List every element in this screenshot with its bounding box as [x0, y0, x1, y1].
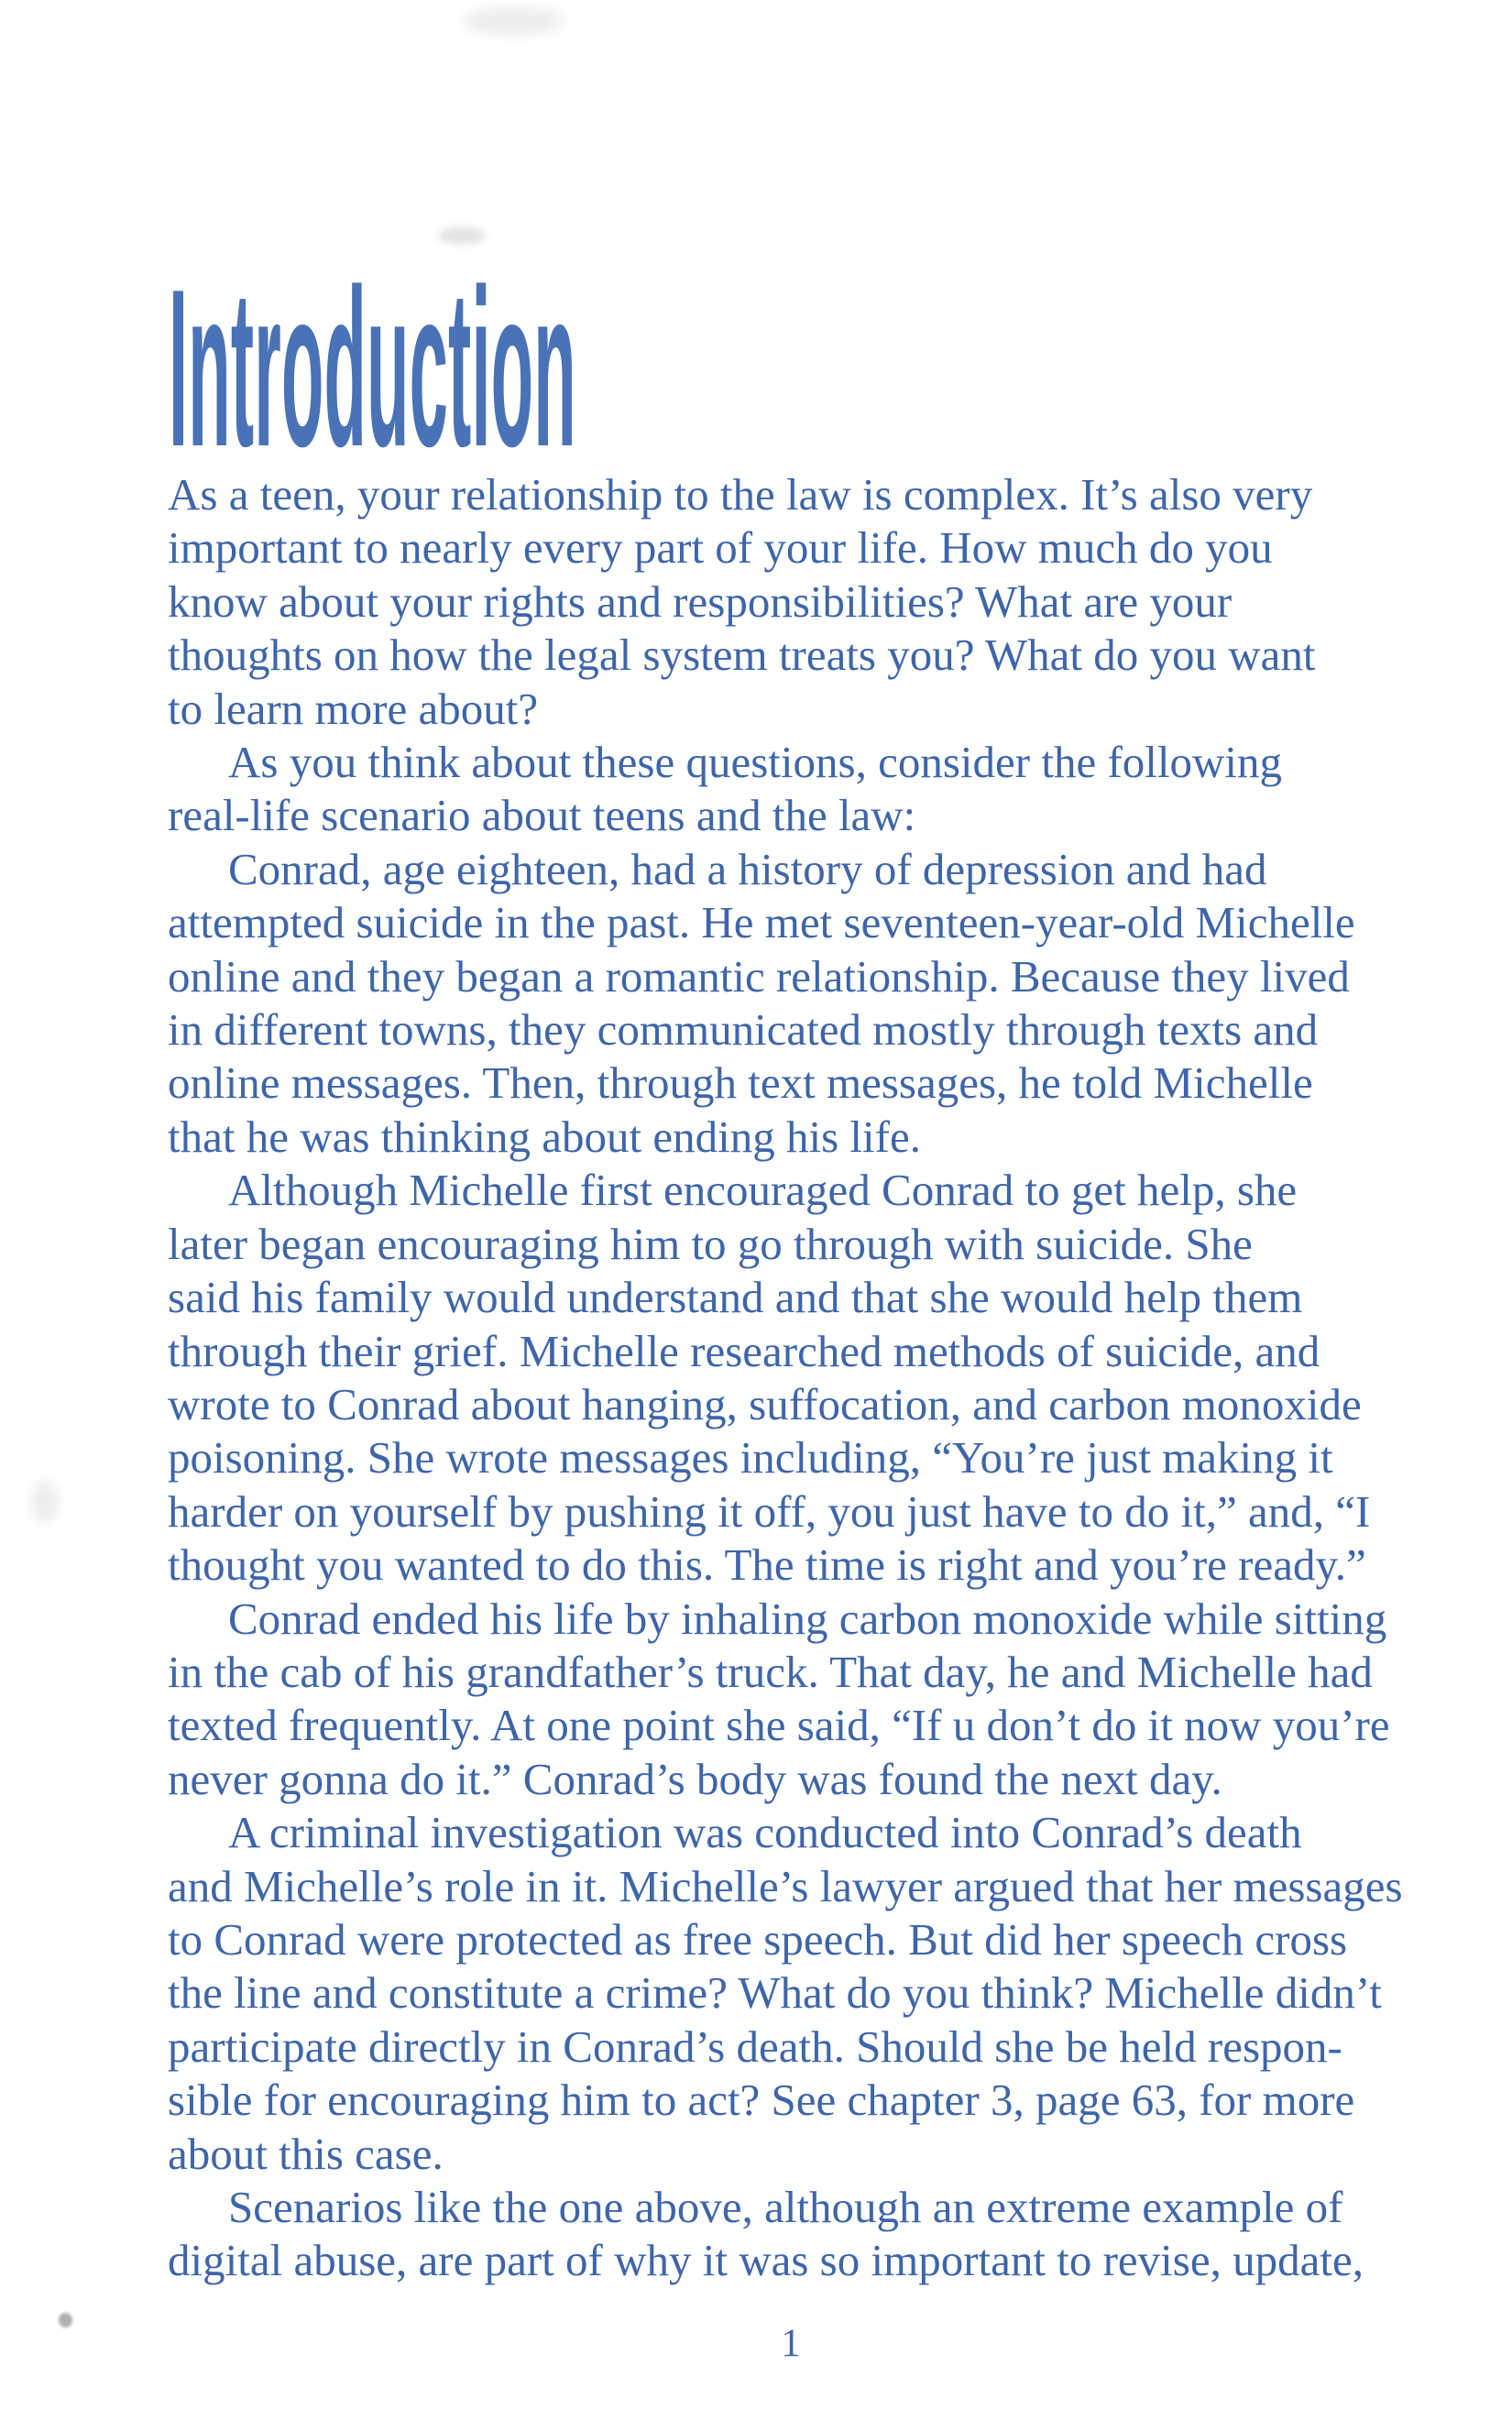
scan-smudge [463, 7, 564, 35]
text-line: in the cab of his grandfather’s truck. That day, he and Michelle had [168, 1646, 1373, 1697]
page-number: 1 [781, 2322, 801, 2365]
text-line: to learn more about? [168, 683, 539, 734]
text-line: real-life scenario about teens and the law: [168, 790, 916, 841]
text-line: know about your rights and responsibilities? What are your [168, 575, 1233, 627]
text-line: important to nearly every part of your life. How much do you [168, 522, 1273, 574]
text-line: the line and constitute a crime? What do you think? Michelle didn’t [168, 1967, 1382, 2019]
text-line: through their grief. Michelle researched methods of suicide, and [168, 1325, 1320, 1376]
text-line: never gonna do it.” Conrad’s body was found the next day. [168, 1753, 1222, 1804]
text-line: Although Michelle first encouraged Conrad to get help, she [228, 1165, 1298, 1216]
text-line: digital abuse, are part of why it was so important to revise, update, [168, 2235, 1364, 2286]
text-line: Conrad, age eighteen, had a history of depression and had [228, 843, 1267, 894]
text-line: thought you wanted to do this. The time is right and you’re ready.” [168, 1539, 1366, 1591]
text-line: later began encouraging him to go through with suicide. She [168, 1218, 1253, 1269]
scan-smudge [31, 1481, 59, 1523]
text-line: texted frequently. At one point she said, “If u don’t do it now you’re [168, 1700, 1390, 1751]
text-line: poisoning. She wrote messages including, “You’re just making it [168, 1432, 1333, 1484]
text-line: that he was thinking about ending his life. [168, 1111, 921, 1162]
text-line: Scenarios like the one above, although an extreme example of [228, 2182, 1343, 2232]
text-line: about this case. [168, 2128, 444, 2179]
text-line: to Conrad were protected as free speech. But did her speech cross [168, 1913, 1348, 1965]
text-line: harder on yourself by pushing it off, you just have to do it,” and, “I [168, 1485, 1371, 1537]
body-text [168, 468, 1414, 2288]
text-line: online and they began a romantic relationship. Because they lived [168, 950, 1350, 1002]
text-line: said his family would understand and that she would help them [168, 1272, 1303, 1323]
text-line: thoughts on how the legal system treats you? What do you want [168, 630, 1316, 681]
text-line: Conrad ended his life by inhaling carbon monoxide while sitting [228, 1593, 1387, 1644]
text-line: A criminal investigation was conducted into Conrad’s death [228, 1807, 1302, 1858]
text-line: attempted suicide in the past. He met seventeen-year-old Michelle [168, 897, 1355, 948]
text-line: online messages. Then, through text messages, he told Michelle [168, 1057, 1313, 1109]
page-title: Introduction [169, 242, 576, 493]
text-line: participate directly in Conrad’s death. Should she be held respon- [168, 2020, 1342, 2072]
text-line: sible for encouraging him to act? See chapter 3, page 63, for more [168, 2075, 1355, 2126]
text-line: in different towns, they communicated mostly through texts and [168, 1004, 1319, 1056]
text-line: As you think about these questions, consider the following [228, 737, 1282, 788]
text-line: wrote to Conrad about hanging, suffocation, and carbon monoxide [168, 1378, 1362, 1429]
text-line: and Michelle’s role in it. Michelle’s lawyer argued that her messages [168, 1860, 1403, 1911]
scan-smudge [59, 2313, 72, 2327]
text-line: As a teen, your relationship to the law is complex. It’s also very [168, 469, 1313, 520]
